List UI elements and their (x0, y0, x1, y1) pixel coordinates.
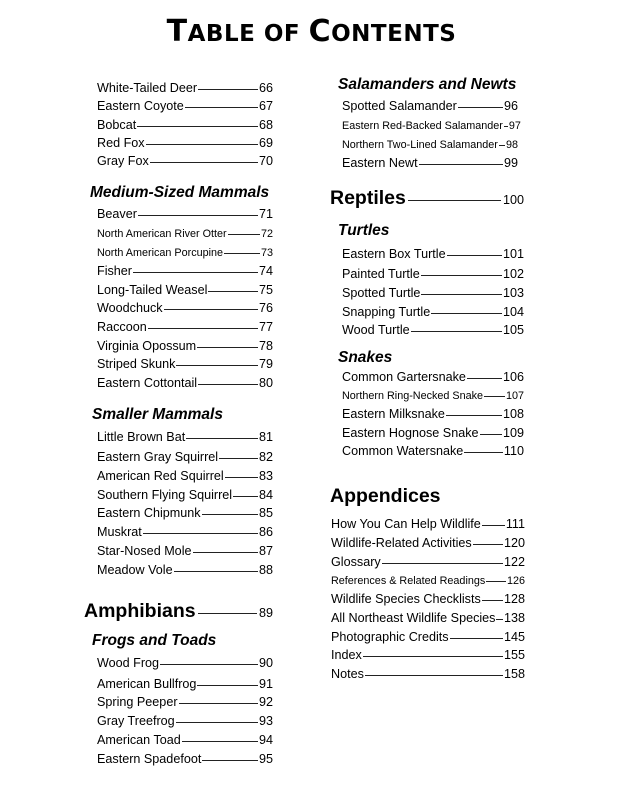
page-number: 69 (258, 136, 273, 150)
dot-leader (365, 675, 503, 676)
entry-label: Raccoon (97, 320, 147, 334)
entry-label: Muskrat (97, 525, 142, 539)
toc-entry[interactable] (342, 322, 524, 338)
page-number: 74 (258, 264, 273, 278)
page-number: 92 (258, 695, 273, 709)
entry-label: North American Porcupine (97, 247, 224, 259)
page-number: 76 (258, 301, 273, 315)
section-heading-snakes: Snakes (338, 349, 393, 366)
dot-leader (486, 581, 506, 582)
dot-leader (421, 275, 502, 276)
entry-label: Eastern Box Turtle (342, 247, 446, 261)
toc-entry[interactable] (97, 449, 273, 465)
page-number: 91 (258, 677, 273, 691)
page-number: 138 (503, 611, 525, 625)
toc-entry[interactable] (97, 338, 273, 354)
entry-label: Eastern Newt (342, 156, 418, 170)
page-number: 102 (502, 267, 524, 281)
page-number: 67 (258, 99, 273, 113)
page-number: 128 (503, 592, 525, 606)
page-number: 120 (503, 536, 525, 550)
entry-label: Red Fox (97, 136, 145, 150)
toc-entry[interactable] (97, 117, 273, 133)
toc-entry[interactable] (97, 655, 273, 671)
entry-label: Spring Peeper (97, 695, 178, 709)
page-number: 66 (258, 81, 273, 95)
entry-label: Eastern Gray Squirrel (97, 450, 219, 464)
entry-label: Notes (331, 667, 364, 681)
dot-leader (473, 544, 503, 545)
toc-entry[interactable] (331, 629, 525, 645)
entry-label: Spotted Salamander (342, 99, 457, 113)
entry-label: Wildlife-Related Activities (331, 536, 472, 550)
dot-leader (182, 741, 258, 742)
entry-label: Painted Turtle (342, 267, 420, 281)
toc-entry[interactable] (97, 98, 273, 114)
page-number: 79 (258, 357, 273, 371)
toc-entry[interactable] (97, 245, 273, 261)
dot-leader (219, 458, 258, 459)
entry-label: Wildlife Species Checklists (331, 592, 481, 606)
toc-entry[interactable] (342, 155, 518, 171)
entry-label: Eastern Spadefoot (97, 752, 202, 766)
dot-leader (224, 253, 260, 254)
dot-leader (198, 384, 258, 385)
entry-label: Little Brown Bat (97, 430, 186, 444)
page-number: 90 (258, 656, 273, 670)
toc-entry[interactable] (97, 676, 273, 692)
page-number: 87 (258, 544, 273, 558)
page-number: 97 (508, 120, 521, 132)
page-number: 96 (503, 99, 518, 113)
dot-leader (208, 291, 258, 292)
dot-leader (467, 378, 502, 379)
entry-label: Appendices (330, 485, 441, 507)
entry-label: American Toad (97, 733, 181, 747)
toc-entry[interactable] (342, 137, 518, 153)
toc-entry[interactable] (97, 429, 273, 445)
toc-entry[interactable] (97, 751, 273, 767)
entry-label: Fisher (97, 264, 132, 278)
entry-label: Index (331, 648, 362, 662)
entry-label: Star-Nosed Mole (97, 544, 192, 558)
toc-entry[interactable] (97, 732, 273, 748)
dot-leader (174, 571, 258, 572)
dot-leader (458, 107, 503, 108)
page-number: 95 (258, 752, 273, 766)
entry-label: Eastern Hognose Snake (342, 426, 479, 440)
section-amphibians[interactable] (84, 600, 273, 623)
dot-leader (480, 434, 502, 435)
entry-label: Long-Tailed Weasel (97, 283, 208, 297)
dot-leader (363, 656, 503, 657)
page-number: 110 (503, 444, 524, 458)
dot-leader (176, 722, 258, 723)
toc-entry[interactable] (97, 263, 273, 279)
toc-entry[interactable] (342, 369, 524, 385)
entry-label: Bobcat (97, 118, 137, 132)
section-heading-turtles: Turtles (338, 222, 390, 239)
dot-leader (464, 452, 503, 453)
dot-leader (185, 107, 258, 108)
toc-entry[interactable] (331, 610, 525, 626)
entry-label: Woodchuck (97, 301, 163, 315)
entry-label: Snapping Turtle (342, 305, 431, 319)
dot-leader (197, 685, 258, 686)
entry-label: Gray Treefrog (97, 714, 175, 728)
toc-entry[interactable] (342, 285, 524, 301)
entry-label: Common Gartersnake (342, 370, 466, 384)
entry-label: Spotted Turtle (342, 286, 421, 300)
toc-entry[interactable] (97, 356, 273, 372)
dot-leader (482, 600, 503, 601)
dot-leader (198, 89, 258, 90)
section-appendices[interactable] (330, 485, 441, 508)
dot-leader (233, 496, 258, 497)
entry-label: Reptiles (330, 187, 406, 209)
dot-leader (419, 164, 503, 165)
entry-label: Amphibians (84, 600, 196, 622)
dot-leader (197, 347, 258, 348)
page-number: 108 (502, 407, 524, 421)
dot-leader (198, 613, 257, 614)
page-number: 75 (258, 283, 273, 297)
page-number: 88 (258, 563, 273, 577)
page-number: 109 (502, 426, 524, 440)
page-number: 73 (260, 247, 273, 259)
toc-entry[interactable] (97, 226, 273, 242)
entry-label: How You Can Help Wildlife (331, 517, 481, 531)
section-heading-salamanders: Salamanders and Newts (338, 76, 517, 93)
entry-label: North American River Otter (97, 228, 227, 240)
page-number: 81 (258, 430, 273, 444)
dot-leader (431, 313, 502, 314)
page-number: 105 (502, 323, 524, 337)
page-number: 103 (502, 286, 524, 300)
toc-entry[interactable] (97, 206, 273, 222)
page-number: 98 (505, 139, 518, 151)
toc-entry[interactable] (97, 524, 273, 540)
page-number: 89 (258, 606, 273, 620)
entry-label: Southern Flying Squirrel (97, 488, 233, 502)
toc-entry[interactable] (331, 647, 525, 663)
entry-label: Northern Two-Lined Salamander (342, 139, 498, 151)
entry-label: Eastern Red-Backed Salamander (342, 120, 503, 132)
page-number: 122 (503, 555, 525, 569)
dot-leader (133, 272, 258, 273)
page-number: 126 (506, 575, 525, 587)
dot-leader (143, 533, 258, 534)
dot-leader (138, 215, 258, 216)
dot-leader (164, 309, 258, 310)
page-number: 77 (258, 320, 273, 334)
entry-label: Northern Ring-Necked Snake (342, 390, 484, 402)
toc-entry[interactable] (97, 562, 273, 578)
page-number: 111 (505, 517, 525, 531)
toc-entry[interactable] (331, 573, 525, 589)
page-number: 158 (503, 667, 525, 681)
entry-label: White-Tailed Deer (97, 81, 198, 95)
dot-leader (496, 619, 503, 620)
page-number: 145 (503, 630, 525, 644)
dot-leader (447, 255, 502, 256)
dot-leader (450, 638, 503, 639)
toc-entry[interactable] (97, 80, 273, 96)
toc-entry[interactable] (331, 516, 525, 532)
entry-label: Striped Skunk (97, 357, 176, 371)
page-number: 101 (502, 247, 524, 261)
entry-label: Eastern Coyote (97, 99, 184, 113)
page-number: 86 (258, 525, 273, 539)
dot-leader (504, 126, 508, 127)
entry-label: Glossary (331, 555, 381, 569)
toc-entry[interactable] (97, 487, 273, 503)
toc-entry[interactable] (342, 443, 524, 459)
dot-leader (499, 145, 505, 146)
page-number: 84 (258, 488, 273, 502)
dot-leader (482, 525, 505, 526)
page-title: TABLE OF CONTENTS (166, 14, 457, 49)
toc-entry[interactable] (97, 300, 273, 316)
toc-entry[interactable] (97, 505, 273, 521)
toc-entry[interactable] (342, 304, 524, 320)
toc-entry[interactable] (97, 375, 273, 391)
toc-entry[interactable] (342, 98, 518, 114)
entry-label: Eastern Cottontail (97, 376, 198, 390)
dot-leader (137, 126, 258, 127)
entry-label: All Northeast Wildlife Species (331, 611, 496, 625)
page-number: 106 (502, 370, 524, 384)
page-number: 104 (502, 305, 524, 319)
page-number: 100 (502, 193, 524, 207)
dot-leader (148, 328, 258, 329)
dot-leader (146, 144, 258, 145)
toc-entry[interactable] (342, 406, 524, 422)
toc-entry[interactable] (331, 591, 525, 607)
entry-label: Meadow Vole (97, 563, 173, 577)
entry-label: Virginia Opossum (97, 339, 197, 353)
page-number: 80 (258, 376, 273, 390)
toc-entry[interactable] (331, 666, 525, 682)
dot-leader (150, 162, 258, 163)
toc-entry[interactable] (97, 543, 273, 559)
page-number: 68 (258, 118, 273, 132)
entry-label: American Red Squirrel (97, 469, 224, 483)
toc-entry[interactable] (97, 713, 273, 729)
toc-entry[interactable] (342, 425, 524, 441)
entry-label: Wood Frog (97, 656, 160, 670)
section-heading-smaller-mammals: Smaller Mammals (92, 406, 223, 423)
toc-entry[interactable] (97, 468, 273, 484)
dot-leader (202, 760, 258, 761)
entry-label: Gray Fox (97, 154, 149, 168)
toc-entry[interactable] (342, 388, 524, 404)
toc-entry[interactable] (97, 135, 273, 151)
dot-leader (225, 477, 258, 478)
page-number: 155 (503, 648, 525, 662)
dot-leader (193, 552, 258, 553)
section-heading-medium-mammals: Medium-Sized Mammals (90, 184, 270, 201)
toc-entry[interactable] (331, 535, 525, 551)
page-number: 93 (258, 714, 273, 728)
page-number: 72 (260, 228, 273, 240)
toc-entry[interactable] (331, 554, 525, 570)
dot-leader (382, 563, 503, 564)
entry-label: Eastern Chipmunk (97, 506, 201, 520)
dot-leader (176, 365, 258, 366)
dot-leader (160, 664, 258, 665)
page-number: 85 (258, 506, 273, 520)
page-number: 99 (503, 156, 518, 170)
page-number: 78 (258, 339, 273, 353)
entry-label: Photographic Credits (331, 630, 449, 644)
page-number: 82 (258, 450, 273, 464)
dot-leader (186, 438, 258, 439)
dot-leader (446, 415, 502, 416)
toc-entry[interactable] (97, 282, 273, 298)
toc-entry[interactable] (342, 118, 521, 134)
dot-leader (408, 200, 501, 201)
dot-leader (202, 514, 258, 515)
page-number: 83 (258, 469, 273, 483)
entry-label: Beaver (97, 207, 137, 221)
toc-entry[interactable] (97, 694, 273, 710)
toc-entry[interactable] (97, 319, 273, 335)
entry-label: References & Related Readings (331, 575, 486, 587)
page-number: 70 (258, 154, 273, 168)
entry-label: American Bullfrog (97, 677, 197, 691)
page-number: 107 (505, 390, 524, 402)
entry-label: Common Watersnake (342, 444, 464, 458)
toc-entry[interactable] (342, 246, 524, 262)
dot-leader (411, 331, 502, 332)
toc-entry[interactable] (97, 153, 273, 169)
dot-leader (421, 294, 502, 295)
toc-entry[interactable] (342, 266, 524, 282)
page-number: 94 (258, 733, 273, 747)
page-number: 71 (258, 207, 273, 221)
dot-leader (179, 703, 258, 704)
dot-leader (228, 234, 260, 235)
section-heading-frogs-and-toads: Frogs and Toads (92, 632, 217, 649)
entry-label: Eastern Milksnake (342, 407, 445, 421)
dot-leader (484, 396, 505, 397)
entry-label: Wood Turtle (342, 323, 410, 337)
section-reptiles[interactable] (330, 187, 524, 210)
